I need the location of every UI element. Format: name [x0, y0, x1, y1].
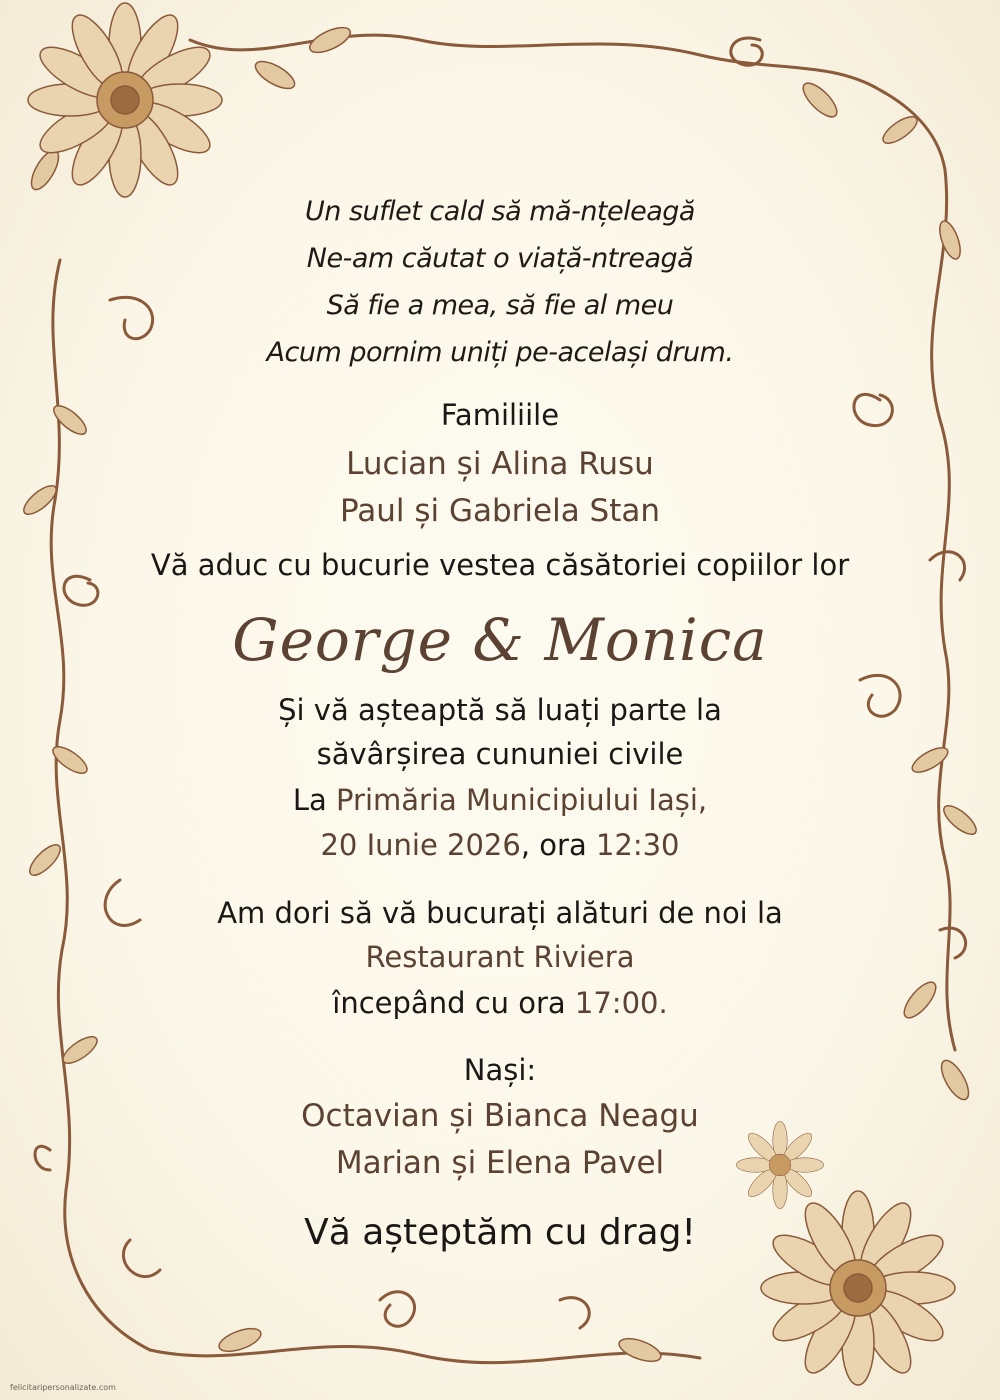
- ceremony-intro-2: săvârșirea cununiei civile: [316, 737, 684, 771]
- party-time-prefix: începând cu ora: [332, 986, 575, 1020]
- ceremony-date: 20 Iunie 2026: [320, 828, 521, 862]
- poem-line-4: Acum pornim uniți pe-același drum.: [266, 337, 734, 368]
- party-intro: Am dori să vă bucurați alături de noi la: [217, 896, 783, 930]
- party-venue: Restaurant Riviera: [365, 940, 635, 974]
- ceremony-intro-1: Și vă așteaptă să luați parte la: [278, 693, 722, 727]
- family-name-1: Lucian și Alina Rusu: [346, 446, 654, 482]
- poem-line-3: Să fie a mea, să fie al meu: [326, 290, 674, 321]
- announcement-text: Vă aduc cu bucurie vestea căsătoriei copiilor lor: [150, 548, 850, 582]
- ceremony-location: Primăria Municipiului Iași,: [336, 783, 708, 817]
- couple-names: George & Monica: [232, 606, 768, 674]
- top-left-flower: [28, 3, 222, 197]
- poem-line-2: Ne-am căutat o viață-ntreagă: [306, 243, 694, 274]
- godparents-name-2: Marian și Elena Pavel: [335, 1145, 665, 1181]
- watermark: felicitaripersonalizate.com: [10, 1383, 116, 1392]
- closing-text: Vă așteptăm cu drag!: [304, 1212, 696, 1253]
- godparents-name-1: Octavian și Bianca Neagu: [301, 1098, 699, 1134]
- ceremony-datetime-line: [0, 828, 1000, 862]
- poem-line-1: Un suflet cald să mă-nțeleagă: [305, 196, 695, 227]
- ceremony-time: 12:30: [595, 828, 680, 862]
- ceremony-time-prefix: , ora: [520, 828, 596, 862]
- party-time: 17:00.: [574, 986, 668, 1020]
- location-prefix: La: [292, 783, 337, 817]
- godparents-label: Nași:: [463, 1053, 537, 1087]
- ceremony-location-line: [0, 783, 1000, 817]
- family-name-2: Paul și Gabriela Stan: [339, 493, 661, 529]
- families-label: Familiile: [440, 398, 560, 432]
- party-time-line: [0, 986, 1000, 1020]
